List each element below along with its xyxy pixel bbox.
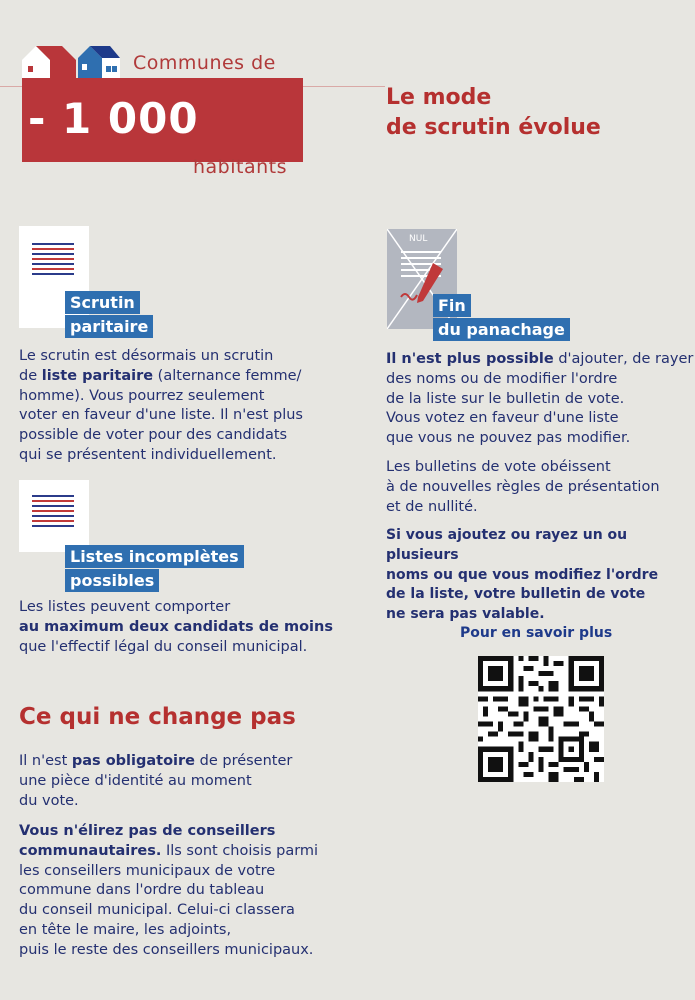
text-line: [386, 350, 693, 370]
text-span: Il n'est: [19, 753, 72, 769]
text-line: et de nullité.: [386, 498, 478, 515]
text-line: du vote.: [19, 792, 79, 809]
heading-line: du panachage: [433, 318, 570, 341]
text-line: de la liste, votre bulletin de vote: [386, 586, 646, 603]
text-line: Le scrutin est désormais un scrutin: [19, 348, 274, 364]
unchanged-paragraph-2: [19, 822, 318, 961]
heading-line: Listes incomplètes: [65, 545, 244, 568]
text-line: des noms ou de modifier l'ordre: [386, 370, 618, 387]
text-line: qui se présentent individuellement.: [19, 446, 277, 463]
text-line: [19, 822, 318, 842]
nul-label: NUL: [409, 234, 428, 244]
panachage-paragraph-1: [386, 350, 693, 449]
text-line: une pièce d'identité au moment: [19, 772, 252, 789]
unchanged-paragraph-1: [19, 752, 292, 811]
text-line: Si vous ajoutez ou rayez un ou plusieurs: [386, 527, 628, 563]
text-span: de: [19, 367, 42, 384]
text-line: [19, 367, 303, 387]
panachage-warning: [386, 526, 695, 625]
heading-line: Scrutin: [65, 291, 140, 314]
scrutin-paragraph: [19, 347, 303, 466]
text-line: les conseillers municipaux de votre: [19, 862, 276, 879]
panachage-paragraph-2: [386, 458, 660, 517]
text-span: de présenter: [195, 753, 293, 769]
text-line: ne sera pas valable.: [386, 606, 545, 623]
text-span: (alternance femme/: [153, 367, 302, 384]
heading-scrutin-paritaire: [65, 291, 153, 339]
communes-label: Communes de: [133, 52, 276, 74]
heading-listes-incompletes: [65, 545, 244, 593]
text-line: en tête le maire, les adjoints,: [19, 921, 232, 938]
text-line: à de nouvelles règles de présentation: [386, 478, 660, 495]
bold-span: Vous n'élirez pas de conseillers: [19, 823, 276, 839]
title-line-2: de scrutin évolue: [386, 115, 601, 140]
listes-paragraph: [19, 598, 333, 657]
text-line: du conseil municipal. Celui-ci classera: [19, 902, 295, 919]
text-line: [19, 618, 333, 638]
text-line: Vous votez en faveur d'une liste: [386, 410, 619, 427]
heading-line: Fin: [433, 294, 471, 317]
text-span: d'ajouter, de rayer: [553, 351, 694, 367]
text-line: que l'effectif légal du conseil municipal.: [19, 638, 308, 655]
text-line: commune dans l'ordre du tableau: [19, 882, 265, 899]
text-line: de la liste sur le bulletin de vote.: [386, 390, 625, 407]
heading-line: possibles: [65, 569, 159, 592]
bold-span: Il n'est plus possible: [386, 351, 554, 367]
heading-fin-panachage: [433, 294, 570, 342]
document-icon: [19, 480, 89, 552]
text-line: Les bulletins de vote obéissent: [386, 459, 611, 475]
text-line: [19, 842, 318, 862]
qr-code-icon[interactable]: [478, 656, 604, 782]
section-title-unchanged: Ce qui ne change pas: [19, 704, 296, 730]
text-line: noms ou que vous modifiez l'ordre: [386, 566, 659, 583]
text-line: [19, 752, 292, 772]
heading-line: paritaire: [65, 315, 153, 338]
learn-more-label: Pour en savoir plus: [460, 625, 613, 641]
text-span: Ils sont choisis parmi: [161, 842, 319, 859]
text-line: voter en faveur d'une liste. Il n'est plus: [19, 407, 303, 424]
page-title: [386, 83, 601, 143]
bold-span: pas obligatoire: [71, 753, 196, 769]
habitants-label: habitants: [193, 156, 288, 178]
bold-span: communautaires.: [19, 842, 162, 859]
text-line: que vous ne pouvez pas modifier.: [386, 430, 631, 447]
text-line: puis le reste des conseillers municipaux.: [19, 941, 314, 958]
text-line: Les listes peuvent comporter: [19, 599, 231, 615]
title-line-1: Le mode: [386, 85, 492, 110]
population-number: - 1 000: [28, 94, 199, 143]
text-line: possible de voter pour des candidats: [19, 427, 288, 444]
bold-span: au maximum deux candidats de moins: [19, 618, 333, 635]
bold-span: liste paritaire: [41, 367, 154, 384]
text-line: homme). Vous pourrez seulement: [19, 387, 265, 404]
